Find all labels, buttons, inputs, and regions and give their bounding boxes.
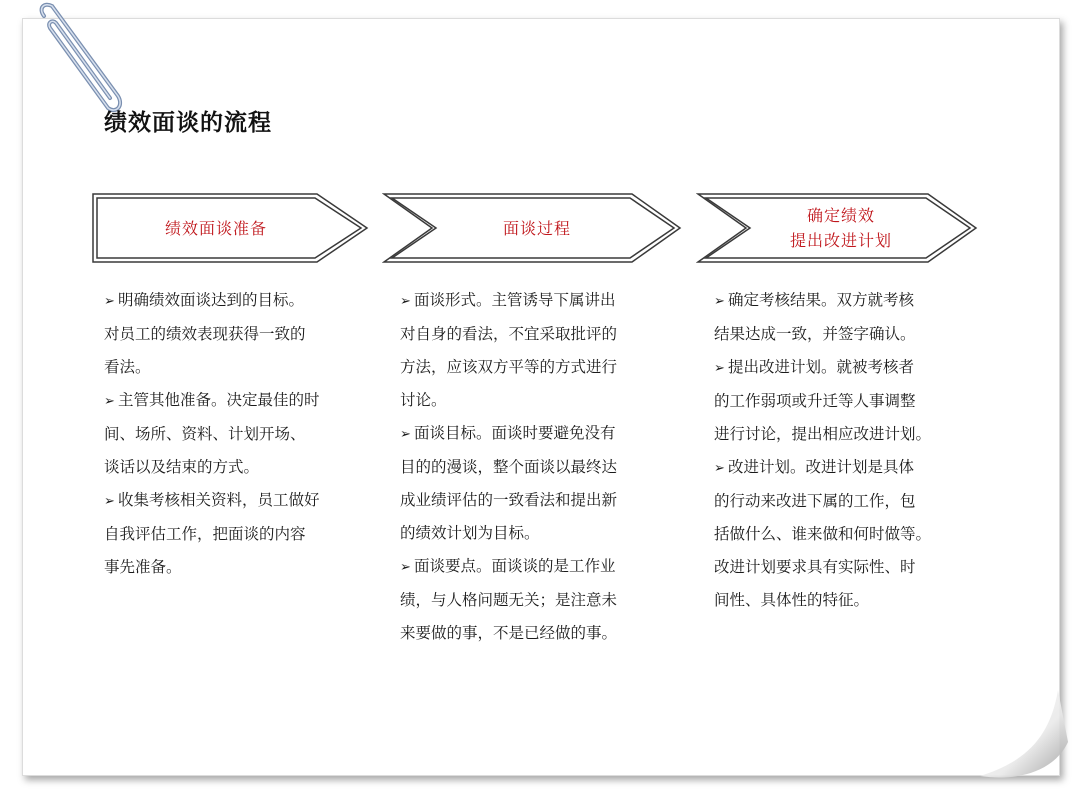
- process-step-improve: [696, 190, 980, 266]
- line-text: 对员工的绩效表现获得一致的: [104, 325, 306, 343]
- line-text: 目的的漫谈，整个面谈以最终达: [400, 458, 618, 476]
- line-text: 自我评估工作，把面谈的内容: [104, 525, 306, 543]
- line-text: 来要做的事，不是已经做的事。: [400, 624, 618, 642]
- text-line: [104, 518, 320, 551]
- page-title: 绩效面谈的流程: [104, 109, 272, 136]
- line-text: 的绩效计划为目标。: [400, 524, 540, 542]
- line-text: 方法，应该双方平等的方式进行: [400, 358, 618, 376]
- line-text: 间、场所、资料、计划开场、: [104, 425, 306, 443]
- process-step-prepare: [91, 190, 371, 266]
- column-prepare-text: [104, 284, 320, 584]
- line-text: 确定考核结果。双方就考核: [728, 291, 915, 309]
- arrow-bullet-icon: ➢: [400, 427, 411, 442]
- line-text: 主管其他准备。决定最佳的时: [118, 391, 320, 409]
- step-label: [412, 190, 662, 266]
- text-line: [400, 584, 617, 617]
- bullet-item-line: [400, 417, 617, 451]
- bullet-item-line: [714, 351, 931, 385]
- line-text: 改进计划要求具有实际性、时: [714, 558, 916, 576]
- arrow-bullet-icon: ➢: [104, 294, 115, 309]
- text-line: [400, 617, 617, 650]
- arrow-bullet-icon: ➢: [400, 560, 411, 575]
- text-line: [104, 551, 320, 584]
- line-text: 间性、具体性的特征。: [714, 591, 870, 609]
- arrow-bullet-icon: ➢: [714, 361, 725, 376]
- bullet-item-line: [714, 451, 931, 485]
- line-text: 面谈要点。面谈谈的是工作业: [414, 557, 616, 575]
- step-label-line: 绩效面谈准备: [164, 218, 267, 238]
- arrow-bullet-icon: ➢: [104, 494, 115, 509]
- text-line: [714, 485, 931, 518]
- line-text: 面谈目标。面谈时要避免没有: [414, 424, 616, 442]
- line-text: 收集考核相关资料，员工做好: [118, 491, 320, 509]
- text-line: [400, 484, 617, 517]
- line-text: 面谈形式。主管诱导下属讲出: [414, 291, 616, 309]
- step-label-line: 确定绩效: [806, 206, 875, 225]
- text-line: [400, 351, 617, 384]
- line-text: 结果达成一致，并签字确认。: [714, 325, 916, 343]
- line-text: 事先准备。: [104, 558, 182, 576]
- text-line: [104, 318, 320, 351]
- text-line: [104, 418, 320, 451]
- line-text: 括做什么、谁来做和何时做等。: [714, 525, 932, 543]
- line-text: 的行动来改进下属的工作，包: [714, 492, 916, 510]
- text-line: [714, 385, 931, 418]
- column-interview-text: [400, 284, 617, 650]
- bullet-item-line: [714, 284, 931, 318]
- bullet-item-line: [400, 284, 617, 318]
- arrow-bullet-icon: ➢: [400, 294, 411, 309]
- line-text: 改进计划。改进计划是具体: [728, 458, 915, 476]
- text-line: [104, 451, 320, 484]
- bullet-item-line: [400, 550, 617, 584]
- step-label: [91, 190, 341, 266]
- line-text: 进行讨论，提出相应改进计划。: [714, 425, 932, 443]
- bullet-item-line: [104, 484, 320, 518]
- step-label: [726, 190, 956, 266]
- paperclip-icon: [30, 0, 130, 120]
- arrow-bullet-icon: ➢: [104, 394, 115, 409]
- line-text: 成业绩评估的一致看法和提出新: [400, 491, 618, 509]
- bullet-item-line: [104, 384, 320, 418]
- text-line: [714, 318, 931, 351]
- arrow-bullet-icon: ➢: [714, 461, 725, 476]
- text-line: [714, 418, 931, 451]
- step-label-line: 提出改进计划: [789, 231, 892, 250]
- text-line: [400, 318, 617, 351]
- text-line: [400, 451, 617, 484]
- line-text: 的工作弱项或升迁等人事调整: [714, 392, 916, 410]
- line-text: 对自身的看法，不宜采取批评的: [400, 325, 618, 343]
- line-text: 谈话以及结束的方式。: [104, 458, 260, 476]
- column-improve-text: [714, 284, 931, 617]
- text-line: [714, 551, 931, 584]
- process-step-interview: [382, 190, 684, 266]
- bullet-item-line: [104, 284, 320, 318]
- line-text: 提出改进计划。就被考核者: [728, 358, 915, 376]
- line-text: 看法。: [104, 358, 151, 376]
- text-line: [714, 584, 931, 617]
- text-line: [400, 384, 617, 417]
- line-text: 讨论。: [400, 391, 447, 409]
- arrow-bullet-icon: ➢: [714, 294, 725, 309]
- line-text: 明确绩效面谈达到的目标。: [118, 291, 305, 309]
- text-line: [400, 517, 617, 550]
- text-line: [104, 351, 320, 384]
- step-label-line: 面谈过程: [502, 218, 571, 238]
- line-text: 绩，与人格问题无关；是注意未: [400, 591, 618, 609]
- text-line: [714, 518, 931, 551]
